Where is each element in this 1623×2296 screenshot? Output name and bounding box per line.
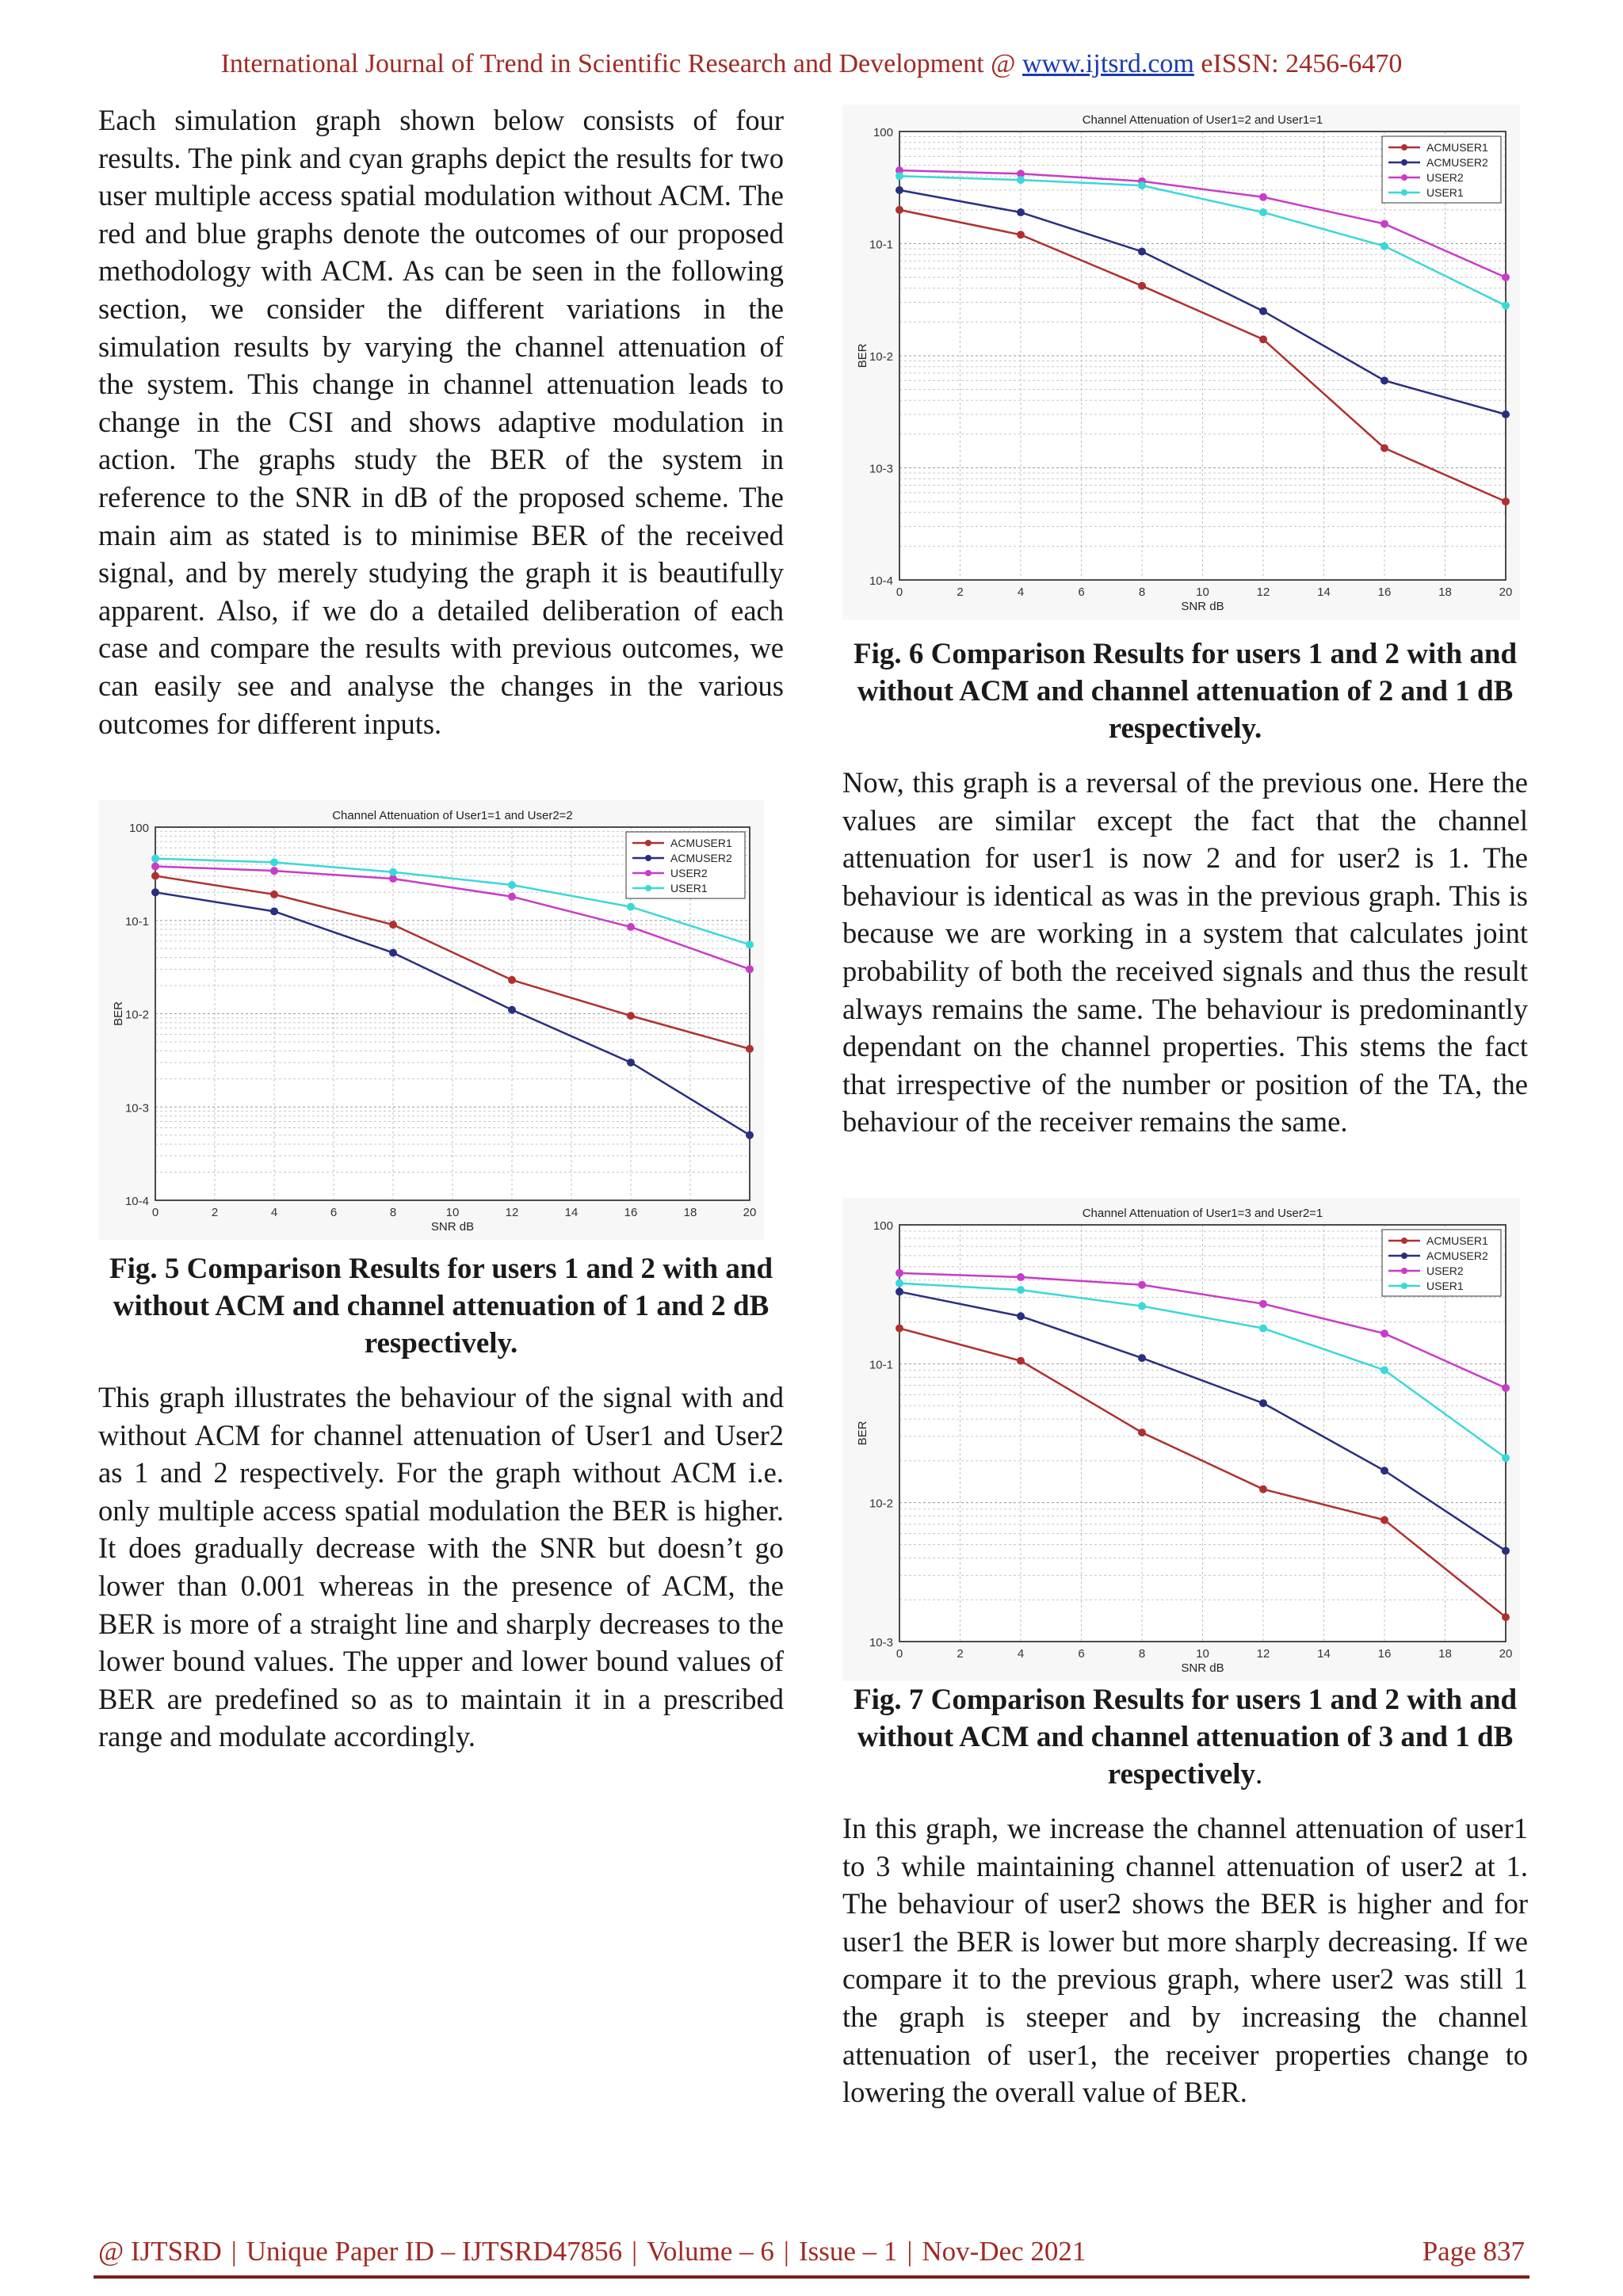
legend-marker (1401, 159, 1407, 166)
x-tick-label: 4 (1017, 585, 1025, 599)
x-tick-label: 10 (1196, 1647, 1209, 1661)
data-point-user1 (271, 859, 278, 866)
y-tick-label: 10-4 (124, 1195, 149, 1208)
figure-7-caption-period: . (1255, 1758, 1263, 1791)
x-tick-label: 16 (1377, 1647, 1392, 1661)
x-tick-label: 16 (624, 1206, 638, 1219)
legend-marker (1401, 1238, 1407, 1244)
x-tick-label: 14 (1317, 1647, 1331, 1661)
y-tick-label: 10-2 (869, 350, 893, 364)
data-point-user2 (390, 875, 397, 883)
x-tick-label: 2 (957, 585, 964, 599)
footer-date: Nov-Dec 2021 (922, 2236, 1086, 2267)
data-point-acmuser1 (1260, 1486, 1267, 1493)
header-prefix: International Journal of Trend in Scientific Research and Development @ (220, 49, 1022, 78)
data-point-user1 (1018, 177, 1025, 184)
data-point-user1 (628, 903, 635, 910)
data-point-acmuser1 (1018, 1357, 1025, 1364)
footer-page-number: Page 837 (1422, 2236, 1525, 2267)
x-tick-label: 10 (445, 1206, 460, 1219)
data-point-acmuser1 (1260, 336, 1267, 343)
data-point-acmuser2 (509, 1006, 516, 1013)
x-tick-label: 0 (151, 1206, 159, 1219)
y-axis-label: BER (856, 343, 869, 368)
data-point-user2 (1503, 274, 1510, 281)
figure-5-caption: Fig. 5 Comparison Results for users 1 and 2 with and without ACM and channel attenuation of 1 and 2 dB respectively. (109, 1253, 773, 1360)
data-point-acmuser1 (1503, 498, 1510, 505)
page-footer: @ IJTSRD | Unique Paper ID – IJTSRD47856 | Volume – 6 | Issue – 1 | Nov-Dec 2021 Page 837 (98, 2236, 1525, 2267)
x-tick-label: 20 (1499, 585, 1513, 599)
page-header (0, 49, 1623, 79)
data-point-acmuser2 (271, 908, 278, 915)
data-point-user1 (1503, 1455, 1510, 1462)
data-point-user2 (1139, 1281, 1146, 1288)
chart-title: Channel Attenuation of User1=3 and User2=1 (1082, 1207, 1323, 1220)
y-tick-label: 10-2 (869, 1497, 893, 1511)
legend-marker (645, 885, 651, 891)
data-point-user2 (152, 863, 159, 870)
y-tick-label: 10-4 (869, 574, 893, 588)
y-tick-label: 100 (128, 822, 149, 835)
footer-issue: Issue – 1 (798, 2236, 898, 2267)
data-point-user1 (1260, 1325, 1267, 1332)
data-point-acmuser1 (152, 872, 159, 879)
chart-title: Channel Attenuation of User1=2 and User1=1 (1082, 113, 1323, 127)
y-tick-label: 100 (873, 1219, 893, 1233)
legend-marker (645, 840, 651, 846)
x-tick-label: 20 (1499, 1647, 1513, 1661)
y-tick-label: 10-3 (869, 462, 893, 476)
legend-label: ACMUSER1 (670, 837, 732, 849)
figure-7-caption (842, 1681, 1528, 1793)
data-point-user2 (1503, 1384, 1510, 1391)
data-point-acmuser1 (747, 1045, 754, 1052)
x-tick-label: 8 (1138, 585, 1146, 599)
data-point-acmuser1 (1139, 1429, 1146, 1436)
legend-marker (1401, 1253, 1407, 1259)
x-tick-label: 2 (957, 1647, 964, 1661)
data-point-user1 (1018, 1287, 1025, 1294)
data-point-user2 (747, 966, 754, 973)
data-point-user1 (1260, 209, 1267, 216)
legend-label: ACMUSER1 (1426, 1234, 1488, 1247)
y-tick-label: 10-2 (124, 1008, 149, 1022)
legend-label: USER1 (670, 882, 708, 894)
data-point-acmuser2 (896, 1288, 903, 1295)
x-tick-label: 2 (211, 1206, 219, 1219)
data-point-acmuser1 (1381, 1516, 1388, 1524)
data-point-user2 (271, 868, 278, 875)
figure-5-chart (98, 800, 764, 1240)
data-point-user2 (1381, 220, 1388, 227)
y-tick-label: 10-1 (869, 1358, 893, 1372)
data-point-user1 (1139, 1302, 1146, 1310)
figure-7-chart (842, 1198, 1520, 1681)
data-point-acmuser2 (1503, 1547, 1510, 1554)
y-axis-label: BER (112, 1001, 125, 1026)
legend-marker (1401, 144, 1407, 151)
data-point-acmuser1 (1503, 1614, 1510, 1621)
legend-label: ACMUSER2 (1426, 156, 1488, 169)
data-point-acmuser2 (1260, 1400, 1267, 1407)
x-tick-label: 12 (1256, 1647, 1270, 1661)
y-axis-label: BER (856, 1421, 869, 1446)
x-tick-label: 12 (1256, 585, 1270, 599)
data-point-acmuser2 (152, 889, 159, 896)
legend-label: ACMUSER2 (670, 852, 732, 864)
figure-7-caption-text: Fig. 7 Comparison Results for users 1 and 2 with and without ACM and channel attenuation of 3 and 1 dB respectively (853, 1684, 1518, 1791)
x-tick-label: 12 (505, 1206, 519, 1219)
legend-marker (1401, 1283, 1407, 1289)
x-tick-label: 0 (896, 1647, 903, 1661)
legend-label: ACMUSER2 (1426, 1249, 1488, 1262)
data-point-acmuser2 (896, 186, 903, 193)
legend-label: USER1 (1426, 1280, 1464, 1292)
x-tick-label: 16 (1377, 585, 1392, 599)
footer-rule (94, 2275, 1529, 2279)
y-tick-label: 10-1 (124, 914, 149, 929)
y-tick-label: 10-3 (124, 1101, 149, 1116)
data-point-acmuser1 (1381, 444, 1388, 452)
data-point-acmuser1 (1018, 231, 1025, 238)
data-point-acmuser1 (509, 976, 516, 983)
x-tick-label: 6 (1078, 1647, 1085, 1661)
data-point-user2 (1018, 1274, 1025, 1281)
data-point-acmuser2 (747, 1131, 754, 1138)
data-point-acmuser2 (390, 949, 397, 956)
x-axis-label: SNR dB (1181, 1661, 1224, 1675)
data-point-user1 (1139, 182, 1146, 189)
data-point-user2 (1381, 1330, 1388, 1337)
data-point-acmuser2 (1503, 410, 1510, 418)
data-point-user1 (1381, 1367, 1388, 1374)
data-point-user1 (896, 173, 903, 180)
data-point-acmuser2 (1018, 209, 1025, 216)
data-point-user1 (390, 868, 397, 875)
data-point-user2 (509, 893, 516, 900)
figure-6-chart (842, 105, 1520, 620)
x-tick-label: 4 (270, 1206, 278, 1219)
footer-volume: Volume – 6 (647, 2236, 774, 2267)
x-tick-label: 4 (1017, 1647, 1025, 1661)
legend-label: USER2 (1426, 1264, 1464, 1277)
paragraph-fig5-discussion: This graph illustrates the behaviour of the signal with and without ACM for channel attenuation of User1 and User2 as 1 and 2 respectively. For the graph without ACM i.e. only multiple access spatial modulation the BER is higher. It does gradually decrease with the SNR but doesn’t go lower than 0.001 whereas in the presence of ACM, the BER is more of a straight line and sharply decreases to the lower bound values. The upper and lower bound values of BER are predefined so as to maintain it in a prescribed range and modulate accordingly. (98, 1381, 784, 1753)
x-tick-label: 0 (896, 585, 903, 599)
paragraph-fig7-discussion: In this graph, we increase the channel attenuation of user1 to 3 while maintaining channel attenuation of user2 at 1. The behaviour of user2 shows the BER is higher and for user1 the BER is lower but more sharply decreasing. If we compare it to the previous graph, where user2 was still 1 the graph is steeper and by increasing the channel attenuation of user1, the receiver properties change to lowering the overall value of BER. (842, 1812, 1528, 2109)
data-point-acmuser1 (896, 206, 903, 213)
paragraph-fig6-discussion: Now, this graph is a reversal of the previous one. Here the values are similar except the fact that the channel attenuation for user1 is now 2 and for user2 is 1. The behaviour is identical as was in the previous graph. This is because we are working in a system that calculates joint probability of both the received signals and thus the result always remains the same. The behaviour is predominantly dependant on the channel properties. This stems the fact that irrespective of the number or position of the TA, the behaviour of the receiver remains the same. (842, 766, 1528, 1138)
data-point-user1 (509, 881, 516, 888)
footer-paper-id: Unique Paper ID – IJTSRD47856 (246, 2236, 623, 2267)
x-tick-label: 6 (1078, 585, 1085, 599)
legend-label: USER2 (670, 867, 708, 879)
y-tick-label: 100 (873, 126, 893, 139)
data-point-user2 (1260, 1300, 1267, 1307)
x-tick-label: 18 (1438, 1647, 1452, 1661)
y-tick-label: 10-1 (869, 238, 893, 252)
x-axis-label: SNR dB (430, 1220, 475, 1234)
x-tick-label: 20 (743, 1206, 757, 1219)
data-point-acmuser1 (1139, 282, 1146, 289)
data-point-acmuser2 (628, 1059, 635, 1066)
data-point-user1 (1503, 302, 1510, 309)
data-point-user1 (896, 1280, 903, 1287)
data-point-acmuser2 (1260, 307, 1267, 315)
data-point-user1 (152, 855, 159, 862)
header-link[interactable]: www.ijtsrd.com (1022, 49, 1194, 78)
legend-marker (1401, 189, 1407, 196)
legend-label: ACMUSER1 (1426, 141, 1488, 154)
legend-marker (645, 870, 651, 876)
data-point-acmuser1 (896, 1325, 903, 1332)
data-point-acmuser1 (271, 891, 278, 898)
data-point-user2 (1260, 193, 1267, 200)
x-axis-label: SNR dB (1181, 600, 1224, 613)
x-tick-label: 8 (389, 1206, 397, 1219)
legend-marker (1401, 174, 1407, 181)
x-tick-label: 18 (683, 1206, 697, 1219)
x-tick-label: 14 (1317, 585, 1331, 599)
legend-label: USER1 (1426, 186, 1464, 199)
legend-marker (645, 855, 651, 861)
data-point-acmuser1 (628, 1013, 635, 1020)
data-point-user2 (628, 924, 635, 931)
data-point-user1 (747, 941, 754, 948)
data-point-acmuser1 (390, 921, 397, 929)
x-tick-label: 10 (1196, 585, 1209, 599)
header-suffix: eISSN: 2456-6470 (1193, 49, 1403, 78)
x-tick-label: 6 (330, 1206, 338, 1219)
data-point-acmuser2 (1018, 1313, 1025, 1320)
y-tick-label: 10-3 (869, 1636, 893, 1650)
x-tick-label: 8 (1138, 1647, 1146, 1661)
data-point-acmuser2 (1381, 377, 1388, 384)
data-point-acmuser2 (1381, 1467, 1388, 1474)
footer-journal: @ IJTSRD (98, 2236, 222, 2267)
data-point-acmuser2 (1139, 248, 1146, 255)
data-point-user1 (1381, 242, 1388, 250)
x-tick-label: 18 (1438, 585, 1452, 599)
chart-title: Channel Attenuation of User1=1 and User2=2 (332, 809, 573, 822)
legend-marker (1401, 1268, 1407, 1274)
data-point-user2 (896, 1269, 903, 1276)
paragraph-intro: Each simulation graph shown below consists of four results. The pink and cyan graphs depict the results for two user multiple access spatial modulation without ACM. The red and blue graphs denote the outcomes of our proposed methodology with ACM. As can be seen in the following section, we consider the different variations in the simulation results by varying the channel attenuation of the system. This change in channel attenuation leads to change in the CSI and shows adaptive modulation in action. The graphs study the BER of the system in reference to the SNR in dB of the proposed scheme. The main aim as stated is to minimise BER of the received signal, and by merely studying the graph it is beautifully apparent. Also, if we do a detailed deliberation of each case and compare the results with previous outcomes, we can easily see and analyse the changes in the various outcomes for different inputs. (98, 104, 784, 740)
data-point-acmuser2 (1139, 1355, 1146, 1362)
x-tick-label: 14 (564, 1206, 579, 1219)
legend-label: USER2 (1426, 171, 1464, 184)
figure-6-caption: Fig. 6 Comparison Results for users 1 and 2 with and without ACM and channel attenuation of 2 and 1 dB respectively. (853, 638, 1518, 745)
